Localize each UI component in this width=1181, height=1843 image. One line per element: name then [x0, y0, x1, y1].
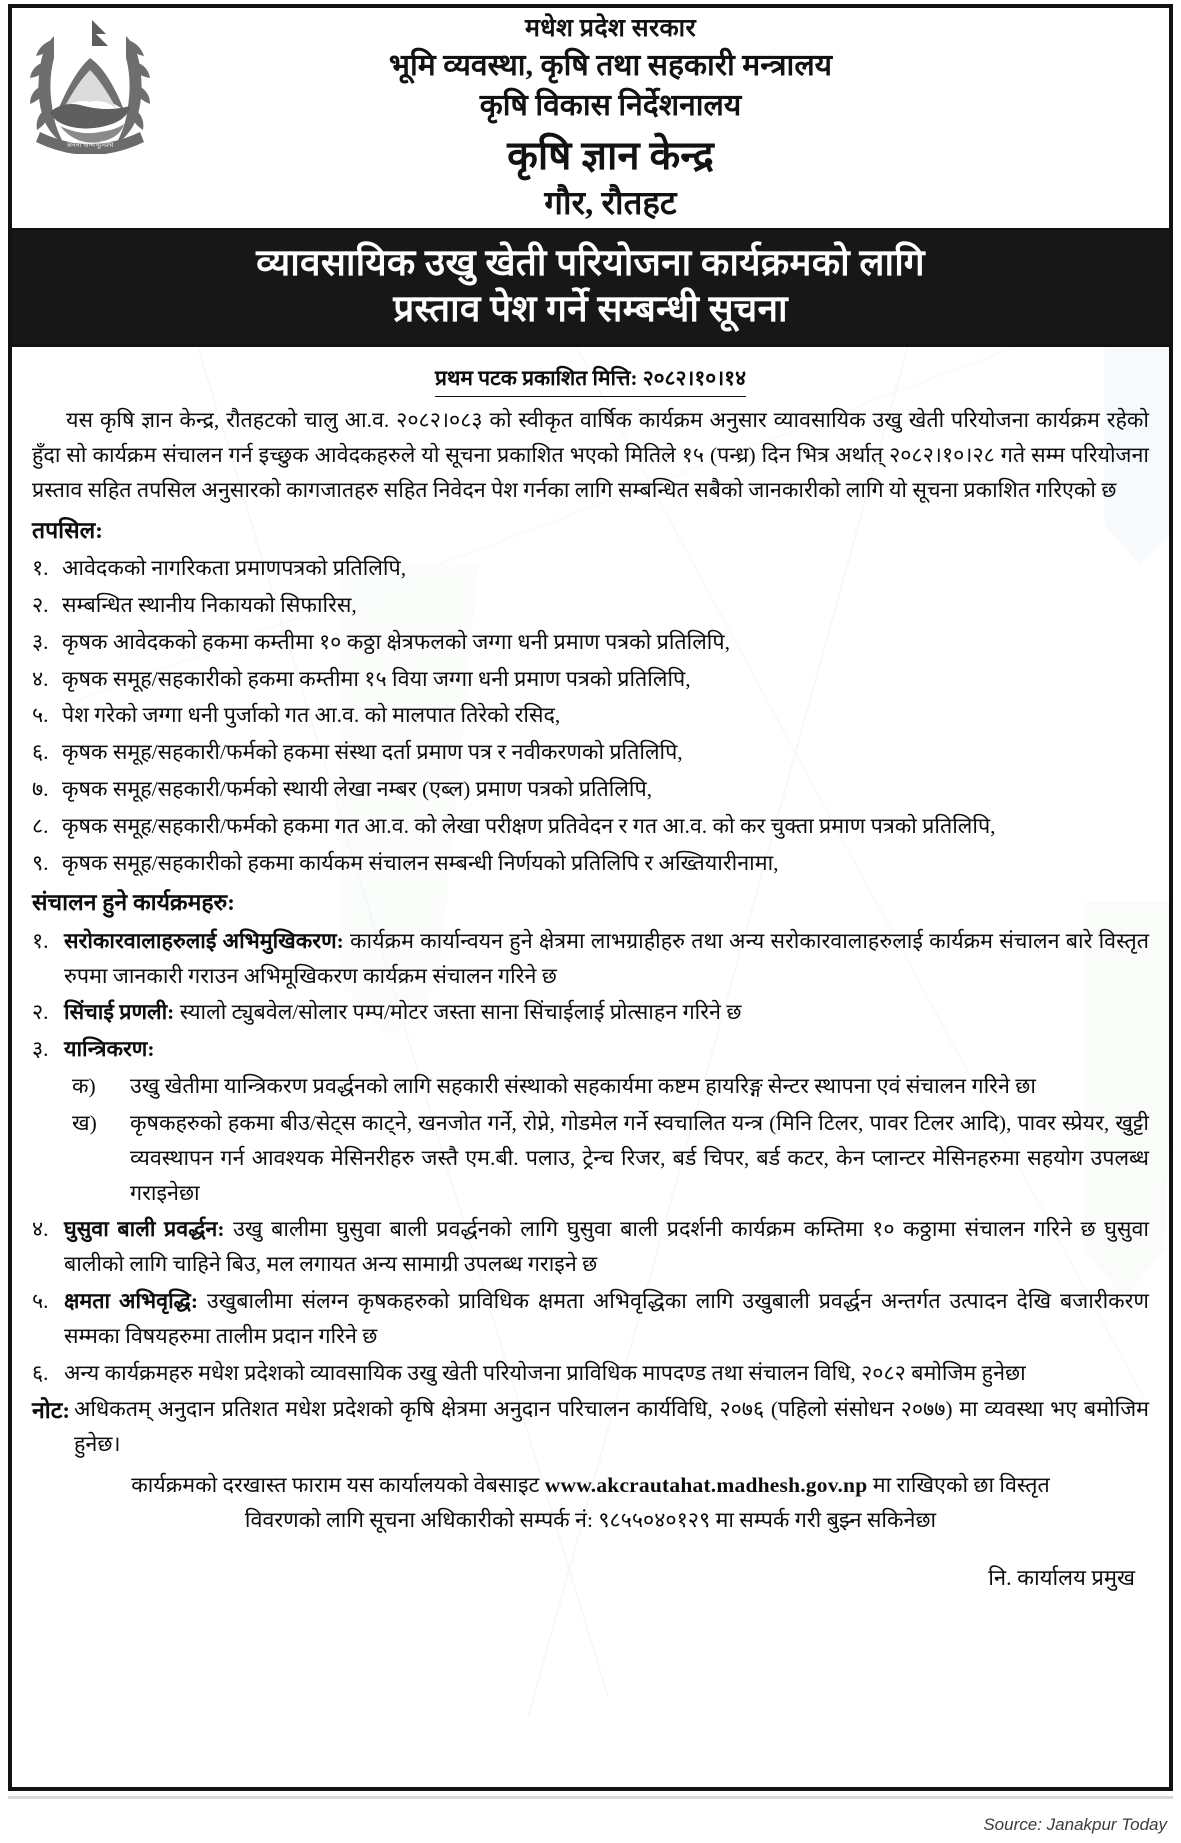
source-credit: Source: Janakpur Today	[983, 1815, 1167, 1834]
list-item	[32, 1212, 1149, 1282]
list-item-number: २.	[32, 1000, 49, 1025]
list-item	[32, 1069, 1149, 1104]
footer-website-line	[32, 1468, 1149, 1538]
publish-date-wrap	[32, 361, 1149, 397]
header-line-ministry: भूमि व्यवस्था, कृषि तथा सहकारी मन्त्रालय	[388, 48, 833, 82]
list-item	[32, 662, 1149, 697]
signature-designation: नि. कार्यालय प्रमुख	[988, 1564, 1135, 1590]
list-item	[32, 625, 1149, 660]
tapsil-heading: तपसिल:	[32, 517, 103, 543]
list-item-lead: क्षमता अभिवृद्धि:	[64, 1289, 198, 1313]
list-item	[32, 846, 1149, 881]
list-item-text: पेश गरेको जग्गा धनी पुर्जाको गत आ.व. को मालपात तिरेको रसिद,	[62, 703, 561, 728]
office-website-url[interactable]: www.akcrautahat.madhesh.gov.np	[544, 1473, 868, 1498]
list-item-body: कार्यक्रम कार्यान्वयन हुने क्षेत्रमा लाभग्राहीहरु तथा अन्य सरोकारवालाहरुलाई कार्यक्रम संचालन बारे विस्तृत रुपमा जानकारी गराउन अभिमूखिकरण कार्यक्रम संचालन गरिने छ	[64, 928, 1150, 988]
list-item-number: ४.	[32, 666, 49, 691]
footer-contact-line: विवरणको लागि सूचना अधिकारीको सम्पर्क नं: ९८५५०४०१२९ मा सम्पर्क गरी बुझ्न सकिनेछा	[244, 1507, 937, 1532]
nepal-emblem-icon	[24, 14, 156, 154]
list-item-number: क)	[72, 1074, 96, 1099]
list-item-number: ९.	[32, 850, 49, 875]
programs-heading: संचालन हुने कार्यक्रमहरु:	[32, 890, 235, 916]
bottom-divider	[8, 1796, 1173, 1799]
list-item	[32, 924, 1149, 994]
list-item	[32, 1284, 1149, 1354]
footer-text-before: कार्यक्रमको दरखास्त फाराम यस कार्यालयको वेबसाइट	[131, 1473, 545, 1498]
list-item-text: कृषकहरुको हकमा बीउ/सेट्स काट्ने, खनजोत गर्ने, रोप्ने, गोडमेल गर्ने स्वचालित यन्त्र (मिनि टिलर, पावर टिलर आदि), पावर स्प्रेयर, खुट्टी व्यवस्थापन गर्न आवश्यक मेसिनरीहरु जस्तै एम.बी. पलाउ, ट्रेन्च रिजर, बर्ड चिपर, बर्ड कटर, केन प्लान्टर मेसिनहरुमा सहयोग उपलब्ध गराइनेछा	[130, 1110, 1149, 1205]
document-header	[12, 8, 1169, 228]
list-item	[32, 995, 1149, 1030]
tapsil-list	[32, 551, 1149, 880]
header-text-block	[12, 14, 1169, 224]
list-item-number: ४.	[32, 1217, 49, 1242]
list-item-text: उखु खेतीमा यान्त्रिकरण प्रवर्द्धनको लागि सहकारी संस्थाको सहकार्यमा कष्टम हायरिङ्ग सेन्टर स्थापना एवं संचालन गरिने छा	[130, 1074, 1036, 1099]
list-item	[32, 1356, 1149, 1391]
list-item-number: ३.	[32, 629, 49, 654]
list-item-text: कृषक समूह/सहकारी/फर्मको स्थायी लेखा नम्बर (एब्ल) प्रमाण पत्रको प्रतिलिपि,	[62, 776, 653, 801]
list-item-body: उखुबालीमा संलग्न कृषकहरुको प्राविधिक क्षमता अभिवृद्धिका लागि उखुबाली प्रवर्द्धन अन्तर्गत उत्पादन देखि बजारीकरण सम्मका विषयहरुमा तालीम प्रदान गरिने छ	[64, 1289, 1149, 1348]
list-item	[32, 809, 1149, 844]
banner-title-line2: प्रस्ताव पेश गर्ने सम्बन्धी सूचना	[393, 288, 788, 330]
header-line-office: कृषि ज्ञान केन्द्र	[507, 133, 714, 179]
header-line-directorate: कृषि विकास निर्देशनालय	[479, 88, 742, 122]
header-line-government: मधेश प्रदेश सरकार	[525, 15, 696, 42]
list-item-text	[64, 995, 1149, 1030]
intro-paragraph: यस कृषि ज्ञान केन्द्र, रौतहटको चालु आ.व. २०८२।०८३ को स्वीकृत वार्षिक कार्यक्रम अनुसार व्यावसायिक उखु खेती परियोजना कार्यक्रम रहेको हुँदा सो कार्यक्रम संचालन गर्न इच्छुक आवेदकहरुले यो सूचना प्रकाशित भएको मितिले १५ (पन्ध्र) दिन भित्र अर्थात् २०८२।१०।२८ गते सम्म परियोजना प्रस्ताव सहित तपसिल अनुसारको कागजातहरु सहित निवेदन पेश गर्नका लागि सम्बन्धित सबैको जानकारीको लागि यो सूचना प्रकाशित गरिएको छ	[32, 407, 1149, 502]
footer-text-after: मा राखिएको छा विस्तृत	[867, 1473, 1050, 1498]
notice-title-banner	[12, 228, 1169, 346]
list-item-number: १.	[32, 928, 49, 953]
list-item	[32, 551, 1149, 586]
list-item-number: ३.	[32, 1037, 49, 1062]
notice-frame	[8, 4, 1173, 1791]
list-item-number: ६.	[32, 1360, 49, 1385]
list-item	[32, 735, 1149, 770]
list-item	[32, 1106, 1149, 1210]
list-item-text: सम्बन्धित स्थानीय निकायको सिफारिस,	[62, 592, 357, 617]
notice-body	[12, 347, 1169, 1596]
list-item-text: अन्य कार्यक्रमहरु मधेश प्रदेशको व्यावसायिक उखु खेती परियोजना प्राविधिक मापदण्ड तथा संचालन विधि, २०८२ बमोजिम हुनेछा	[64, 1360, 1026, 1385]
svg-text:जननी जन्मभूमिश्च: जननी जन्मभूमिश्च	[66, 142, 114, 149]
list-item-text: आवेदकको नागरिकता प्रमाणपत्रको प्रतिलिपि,	[62, 556, 407, 581]
list-item-number: ८.	[32, 813, 49, 838]
list-item-text	[64, 924, 1149, 994]
list-item-body: उखु बालीमा घुसुवा बाली प्रवर्द्धनको लागि घुसुवा बाली प्रदर्शनी कार्यक्रम कम्तिमा १० कठ्ठामा संचालन गरिने छ घुसुवा बालीको लागि चाहिने बिउ, मल लगायत अन्य सामाग्री उपलब्ध गराइने छ	[64, 1217, 1149, 1277]
list-item-text	[64, 1212, 1149, 1282]
list-item-number: ६.	[32, 740, 49, 765]
header-line-location: गौर, रौतहट	[544, 186, 677, 223]
note-text: अधिकतम् अनुदान प्रतिशत मधेश प्रदेशको कृषि क्षेत्रमा अनुदान परिचालन कार्यविधि, २०७६ (पहिलो संसोधन २०७७) मा व्यवस्था भए बमोजिम हुनेछ।	[73, 1397, 1149, 1457]
list-item	[32, 698, 1149, 733]
list-item	[32, 1032, 1149, 1067]
banner-title-line1: व्यावसायिक उखु खेती परियोजना कार्यक्रमको लागि	[256, 243, 925, 285]
list-item-text: कृषक समूह/सहकारीको हकमा कम्तीमा १५ विया जग्गा धनी प्रमाण पत्रको प्रतिलिपि,	[62, 666, 691, 691]
list-item-text	[64, 1032, 1149, 1067]
list-item-lead: घुसुवा बाली प्रवर्द्धन:	[64, 1217, 225, 1242]
list-item-body: स्यालो ट्युबवेल/सोलार पम्प/मोटर जस्ता साना सिंचाईलाई प्रोत्साहन गरिने छ	[174, 1000, 742, 1025]
list-item-lead: सरोकारवालाहरुलाई अभिमुखिकरण:	[64, 928, 344, 953]
list-item-text: कृषक समूह/सहकारी/फर्मको हकमा गत आ.व. को लेखा परीक्षण प्रतिवेदन र गत आ.व. को कर चुक्ता प्रमाण पत्रको प्रतिलिपि,	[62, 813, 996, 838]
list-item-lead: यान्त्रिकरण:	[64, 1037, 155, 1062]
note-label: नोट:	[32, 1398, 70, 1424]
programs-list	[32, 924, 1149, 1391]
note-block	[32, 1392, 1149, 1462]
list-item-number: ७.	[32, 776, 49, 801]
list-item-text: कृषक आवेदकको हकमा कम्तीमा १० कठ्ठा क्षेत्रफलको जग्गा धनी प्रमाण पत्रको प्रतिलिपि,	[62, 629, 730, 654]
list-item-text: कृषक समूह/सहकारीको हकमा कार्यकम संचालन सम्बन्धी निर्णयको प्रतिलिपि र अख्तियारीनामा,	[62, 850, 779, 875]
list-item-lead: सिंचाई प्रणली:	[64, 1000, 175, 1025]
list-item-number: ख)	[72, 1110, 97, 1135]
list-item-number: ५.	[32, 703, 49, 728]
list-item-number: ५.	[32, 1289, 49, 1313]
list-item-text	[64, 1284, 1149, 1354]
publish-date: प्रथम पटक प्रकाशित मित्ति: २०८२।१०।१४	[435, 361, 746, 397]
list-item-number: १.	[32, 556, 49, 581]
list-item	[32, 772, 1149, 807]
list-item	[32, 588, 1149, 623]
list-item-number: २.	[32, 592, 49, 617]
list-item-text: कृषक समूह/सहकारी/फर्मको हकमा संस्था दर्ता प्रमाण पत्र र नवीकरणको प्रतिलिपि,	[62, 740, 683, 765]
